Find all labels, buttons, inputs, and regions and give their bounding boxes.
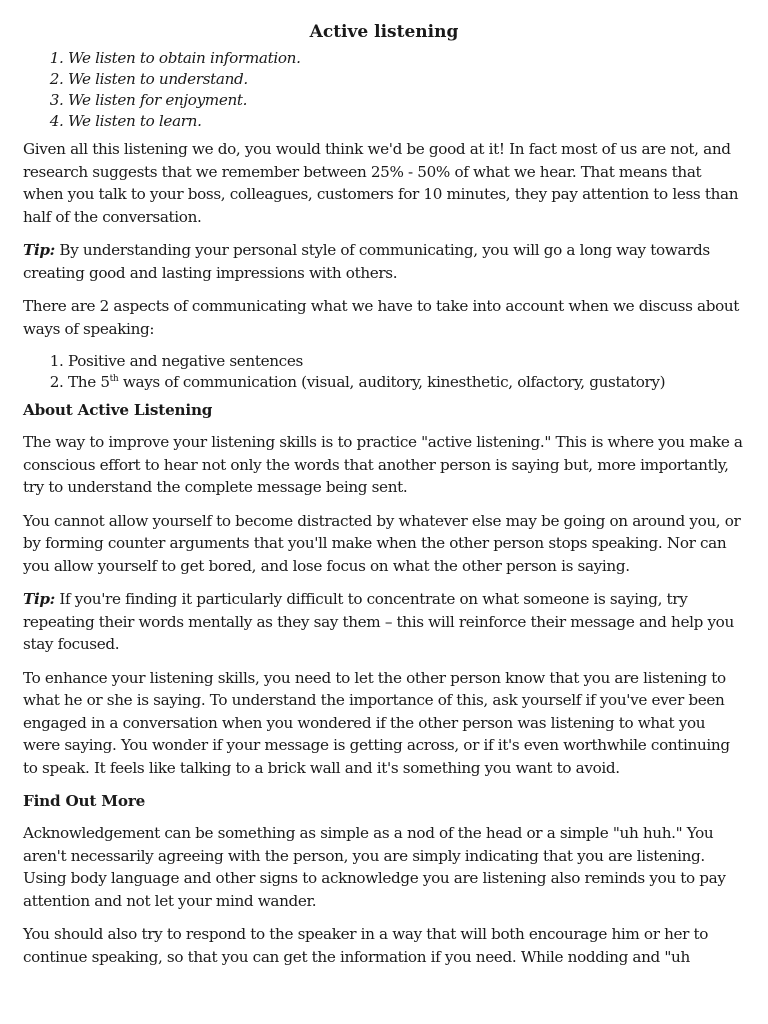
paragraph-listening-stats: Given all this listening we do, you would think we'd be good at it! In fact most of us are not, and research suggests that we remember between 25% - 50% of what we hear. That means that when you talk to your boss, colleagues, customers for 10 minutes, they pay attention to less than half of the conversation. [23, 140, 739, 226]
page-title: Active listening [309, 22, 459, 42]
ordinal-suffix: th [109, 373, 119, 384]
tip-text: By understanding your personal style of communicating, you will go a long way towards creating good and lasting impressions with others. [23, 241, 710, 282]
paragraph-distraction: You cannot allow yourself to become distracted by whatever else may be going on around you, or by forming counter arguments that you'll make when the other person stops speaking. Nor can you allow yourself to get bored, and lose focus on what the other person is saying. [23, 511, 741, 575]
section-heading-about: About Active Listening [23, 401, 213, 419]
list-item: 2. We listen to understand. [68, 69, 745, 90]
tip-label: Tip: [23, 590, 55, 608]
paragraph-aspects-intro: There are 2 aspects of communicating what we have to take into account when we discuss about ways of speaking: [23, 297, 740, 338]
paragraph-enhance-skills: To enhance your listening skills, you need to let the other person know that you are listening to what he or she is saying. To understand the importance of this, ask yourself if you've ever been engaged in a conversation when you wondered if the other person was listening to what you were saying. You wonder if your message is getting across, or if it's even worthwhile continuing to speak. It feels like talking to a brick wall and it's something you want to avoid. [23, 668, 730, 777]
list-item: 3. We listen for enjoyment. [68, 90, 745, 111]
document-page [23, 20, 745, 979]
tip-paragraph-concentrate [23, 588, 745, 656]
listening-reasons-list [23, 48, 745, 132]
list-item: 1. Positive and negative sentences [68, 351, 745, 372]
list-item [68, 372, 745, 393]
paragraph-acknowledgement: Acknowledgement can be something as simple as a nod of the head or a simple "uh huh." You aren't necessarily agreeing with the person, you are simply indicating that you are listening. Using body language and other signs to acknowledge you are listening also reminds you to pay attention and not let your mind wander. [23, 824, 726, 910]
list-item-text: ways of communication (visual, auditory, kinesthetic, olfactory, gustatory) [118, 373, 666, 391]
list-item-text: The 5 [68, 373, 110, 391]
tip-paragraph-style [23, 239, 745, 284]
section-heading-find-out-more: Find Out More [23, 792, 146, 810]
list-item: 1. We listen to obtain information. [68, 48, 745, 69]
paragraph-active-listening: The way to improve your listening skills is to practice "active listening." This is where you make a conscious effort to hear not only the words that another person is saying but, more importantly, try to understand the complete message being sent. [23, 433, 743, 496]
list-item: 4. We listen to learn. [68, 111, 745, 132]
aspects-list [23, 351, 745, 393]
tip-text: If you're finding it particularly difficult to concentrate on what someone is saying, try repeating their words mentally as they say them – this will reinforce their message and help you stay focused. [23, 590, 734, 653]
tip-label: Tip: [23, 241, 55, 259]
paragraph-respond: You should also try to respond to the speaker in a way that will both encourage him or her to continue speaking, so that you can get the information if you need. While nodding and "uh [23, 925, 709, 966]
